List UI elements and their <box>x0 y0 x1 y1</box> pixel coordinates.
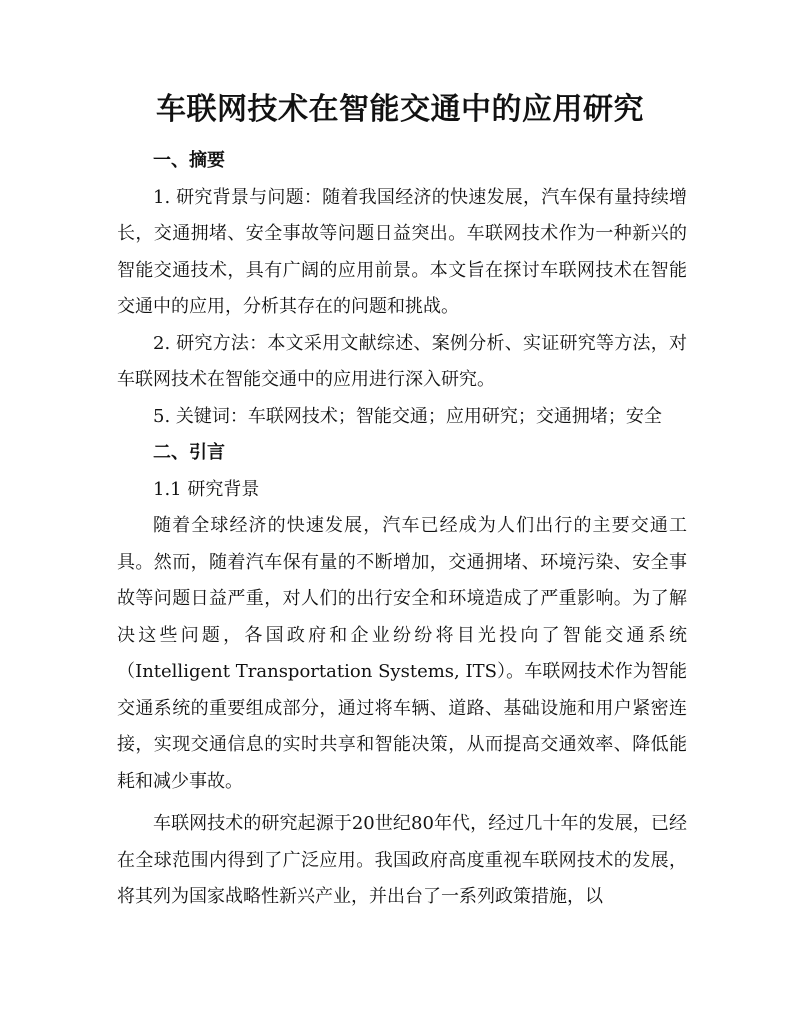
section-heading-abstract: 一、摘要 <box>153 150 225 171</box>
section-heading-introduction: 二、引言 <box>153 442 225 463</box>
abstract-method-paragraph: 2. 研究方法：本文采用文献综述、案例分析、实证研究等方法，对车联网技术在智能交通中的应用进行深入研究。 <box>117 332 687 390</box>
introduction-paragraph-1: 随着全球经济的快速发展，汽车已经成为人们出行的主要交通工具。然而，随着汽车保有量的不断增加，交通拥堵、环境污染、安全事故等问题日益严重，对人们的出行安全和环境造成了严重影响。为了解决这些问题，各国政府和企业纷纷将目光投向了智能交通系统（Intelligent Transportation Systems, ITS）。车联网技术作为智能交通系统的重要组成部分，通过将车辆、道路、基础设施和用户紧密连接，实现交通信息的实时共享和智能决策，从而提高交通效率、降低能耗和减少事故。 <box>117 515 687 792</box>
introduction-paragraph-2: 车联网技术的研究起源于20世纪80年代，经过几十年的发展，已经在全球范围内得到了广泛应用。我国政府高度重视车联网技术的发展，将其列为国家战略性新兴产业，并出台了一系列政策措施，以 <box>117 813 687 907</box>
abstract-background-paragraph: 1. 研究背景与问题：随着我国经济的快速发展，汽车保有量持续增长，交通拥堵、安全事故等问题日益突出。车联网技术作为一种新兴的智能交通技术，具有广阔的应用前景。本文旨在探讨车联网技术在智能交通中的应用，分析其存在的问题和挑战。 <box>117 186 687 317</box>
document-title: 车联网技术在智能交通中的应用研究 <box>156 92 644 127</box>
document-body <box>117 143 687 916</box>
subsection-heading-background: 1.1 研究背景 <box>153 478 260 500</box>
abstract-keywords-paragraph: 5. 关键词：车联网技术；智能交通；应用研究；交通拥堵；安全 <box>153 405 662 427</box>
